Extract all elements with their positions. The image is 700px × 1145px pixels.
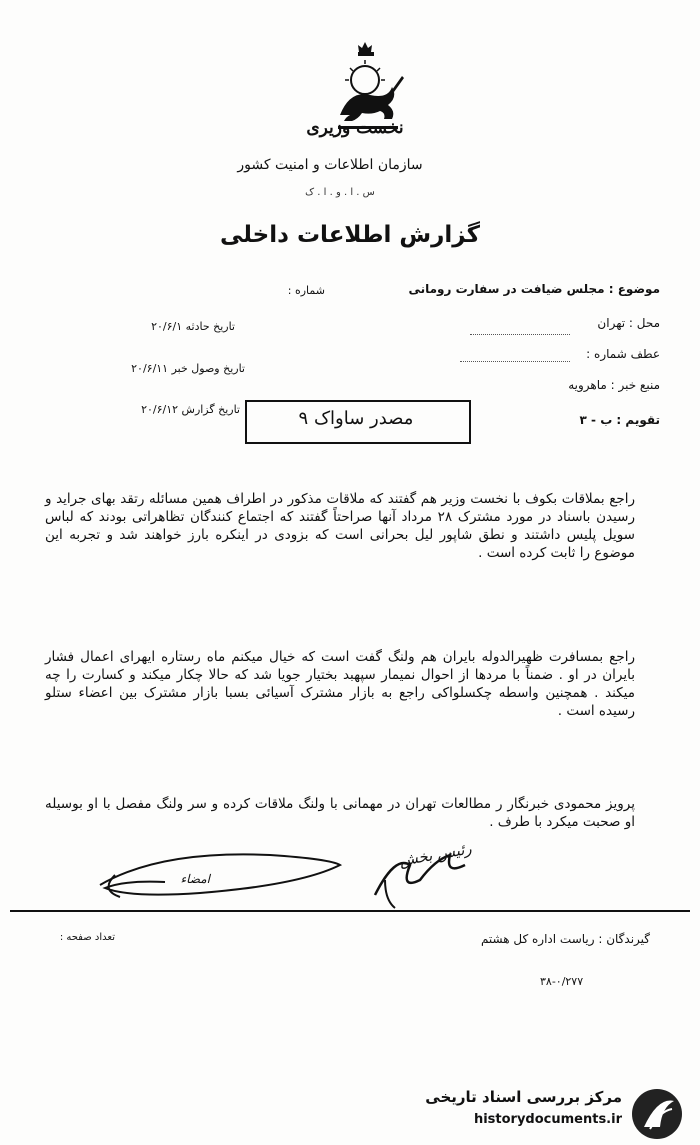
- recipients-field: گیرندگان : ریاست اداره کل هشتم: [480, 932, 650, 946]
- subject-field: موضوع : مجلس ضیافت در سفارت رومانی: [408, 282, 660, 296]
- watermark-text-fa: مرکز بررسی اسناد تاریخی: [425, 1088, 622, 1106]
- signature-right-text: رئیس بخش: [397, 839, 473, 870]
- footer-divider: [10, 910, 690, 912]
- file-number-dotted-line: [460, 361, 570, 362]
- place-dotted-line: [470, 334, 570, 335]
- org-title-line2: سازمان اطلاعات و امنیت کشور: [237, 157, 423, 173]
- place-field: محل : تهران: [597, 316, 660, 330]
- body-paragraph-3: پرویز محمودی خبرنگار ر مطالعات تهران در مهمانی با ولنگ ملاقات کرده و سر ولنگ مفصل با او بوسیله او صحبت میکرد با طرف .: [45, 796, 635, 830]
- pages-count-label: تعداد صفحه :: [59, 932, 115, 943]
- number-label: شماره :: [287, 284, 325, 297]
- reference-number: ۳۸-۰/۲۷۷: [540, 975, 584, 988]
- file-number-field: عطف شماره :: [586, 347, 660, 361]
- report-date-field: تاریخ گزارش ۲۰/۶/۱۲: [141, 403, 240, 416]
- incident-date-field: تاریخ حادثه ۲۰/۶/۱: [151, 320, 235, 333]
- evaluation-field: تقویم : ب - ۳: [579, 413, 660, 427]
- body-paragraph-1: راجع بملاقات بکوف با نخست وزیر هم گفتند که ملاقات مذکور در اطراف همین مسائله رتقد بهای جراید و رسیدن باسناد در مورد مشترک ۲۸ مرداد آنها صراحتاً گفتند که اجتماع کنندگان تظاهراتی بودند که لباس سویل پلیس داشتند و نطق شاپور لیل بحرانی است که بزودی در اینکره بارز خواهند شد و تجربه این موضوع را ثابت کرده است .: [45, 491, 636, 561]
- news-received-date-field: تاریخ وصول خبر ۲۰/۶/۱۱: [131, 362, 245, 375]
- document-title: گزارش اطلاعات داخلی: [220, 222, 480, 248]
- archive-logo-icon: [630, 1087, 685, 1142]
- body-paragraph-2: راجع بمسافرت ظهیرالدوله بایران هم ولنگ گفت است که خیال میکنم ماه رستاره ایهرای اعمال فشار بایران در او . ضمناً با مردها از احوال نمیمار سپهبد بختیار جویا شد که حالا چکار میکند و کسارت را چه میکند . همچنین واسطه چکسلواکی راجع به بازار مشترک آسیائی بسبا بازار مشترک بین اعضاء ستلو رسیده است .: [45, 649, 635, 719]
- org-title-line3: س . ا . و . ا . ک: [305, 187, 375, 198]
- source-field: منبع خبر : ماهرویه: [568, 378, 660, 392]
- source-stamp-text: مصدر ساواک ۹: [298, 408, 414, 429]
- watermark-text-en: historydocuments.ir: [473, 1112, 622, 1127]
- org-title-line1: نخست وزیری: [306, 118, 404, 138]
- signature-left-text: امضاء: [180, 872, 210, 886]
